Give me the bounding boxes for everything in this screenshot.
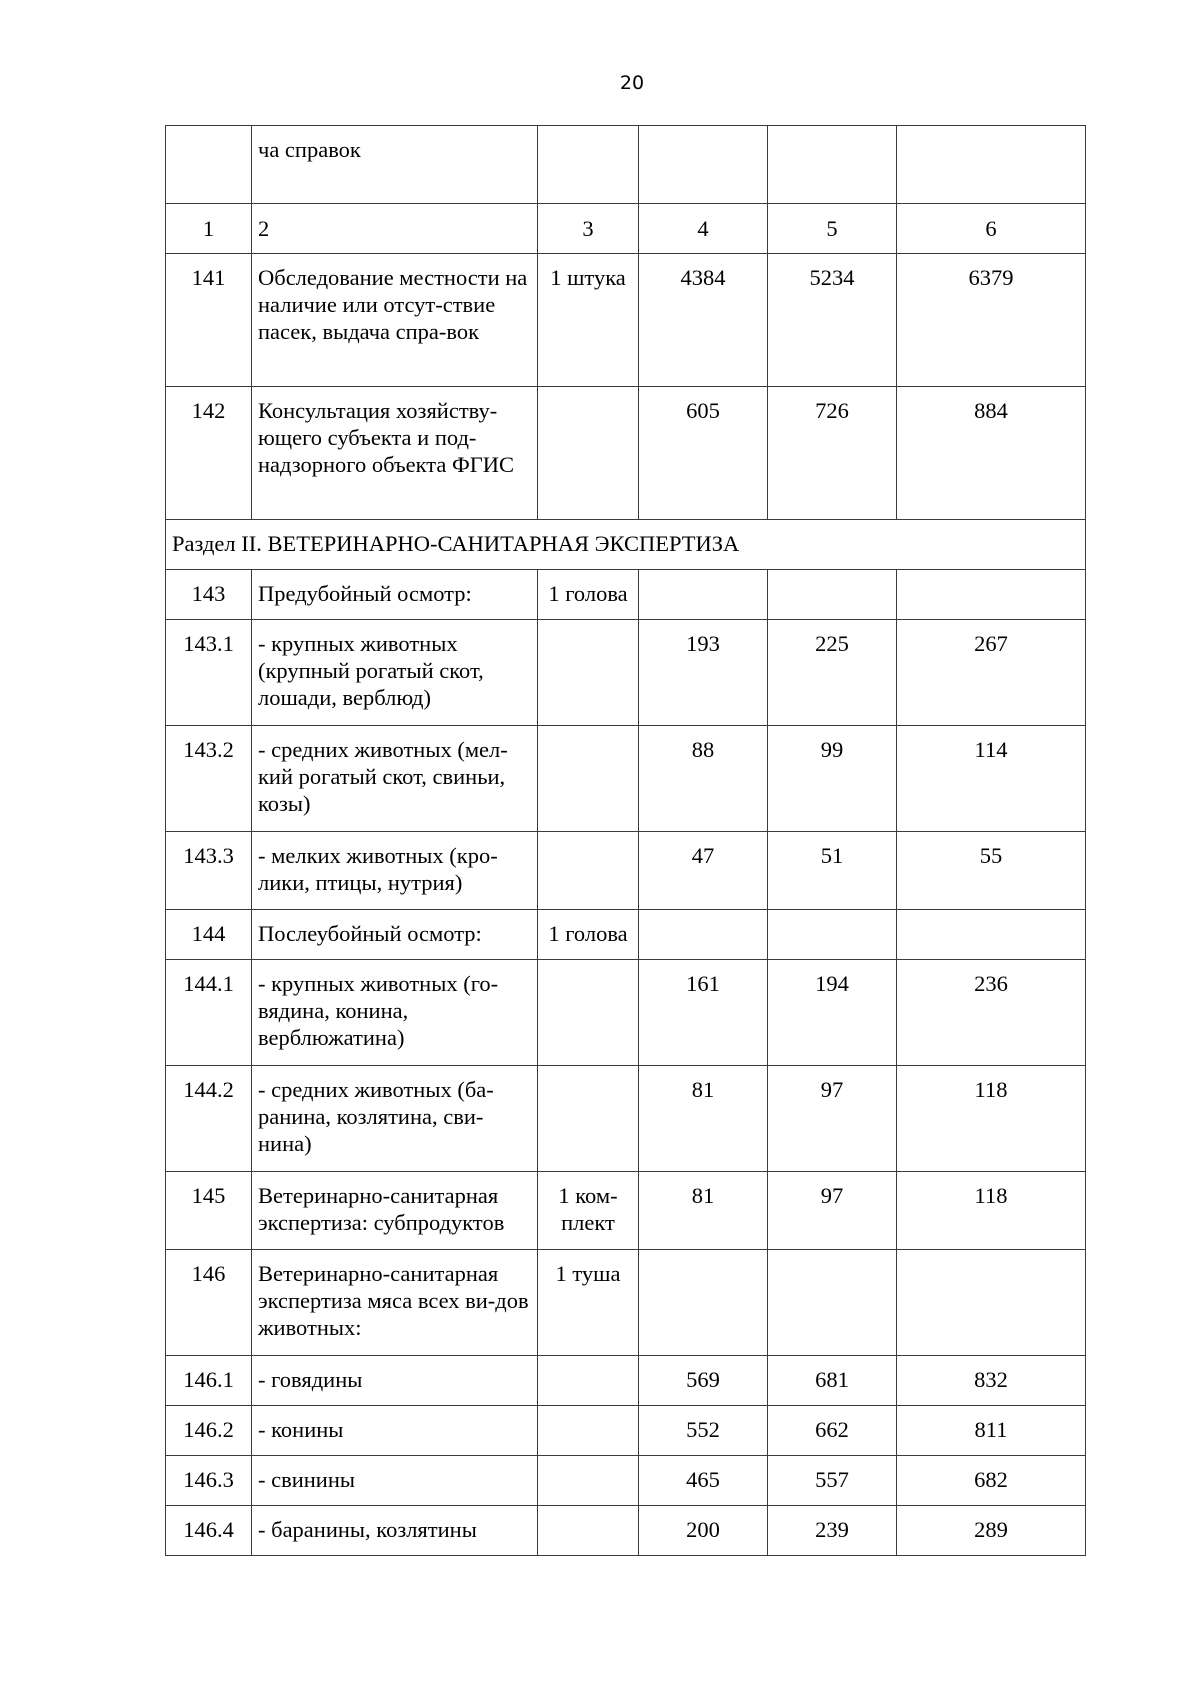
price-col5-cell: 51 [768, 832, 897, 910]
service-name-cell: - средних животных (ба-ранина, козлятина, сви-нина) [252, 1066, 538, 1172]
price-col5-cell [768, 910, 897, 960]
service-name-cell: Обследование местности на наличие или отсут-ствие пасек, выдача спра-вок [252, 254, 538, 387]
table-row [166, 126, 1086, 204]
price-col5-cell: 239 [768, 1506, 897, 1556]
row-number-cell: 141 [166, 254, 252, 387]
section-title: Раздел II. ВЕТЕРИНАРНО-САНИТАРНАЯ ЭКСПЕРТИЗА [166, 520, 1086, 570]
service-name-cell: - средних животных (мел-кий рогатый скот, свиньи, козы) [252, 726, 538, 832]
price-col4-cell: 552 [639, 1406, 768, 1456]
price-col6-cell: 118 [897, 1066, 1086, 1172]
price-col5-cell [768, 570, 897, 620]
unit-cell [538, 832, 639, 910]
price-col4-cell: 4 [639, 204, 768, 254]
price-col5-cell: 726 [768, 387, 897, 520]
row-number-cell: 146.4 [166, 1506, 252, 1556]
table-row [166, 1406, 1086, 1456]
price-col5-cell [768, 1250, 897, 1356]
table-row [166, 1172, 1086, 1250]
table-row [166, 910, 1086, 960]
price-col5-cell: 662 [768, 1406, 897, 1456]
price-col6-cell [897, 570, 1086, 620]
price-col5-cell: 97 [768, 1172, 897, 1250]
unit-cell [538, 387, 639, 520]
table-row [166, 1356, 1086, 1406]
service-name-cell: - крупных животных (крупный рогатый скот, лошади, верблюд) [252, 620, 538, 726]
price-col4-cell: 605 [639, 387, 768, 520]
price-col4-cell: 81 [639, 1172, 768, 1250]
row-number-cell: 145 [166, 1172, 252, 1250]
price-col5-cell: 557 [768, 1456, 897, 1506]
price-col6-cell: 884 [897, 387, 1086, 520]
price-col5-cell: 97 [768, 1066, 897, 1172]
service-name-cell: Консультация хозяйству-ющего субъекта и под-надзорного объекта ФГИС [252, 387, 538, 520]
row-number-cell: 143.1 [166, 620, 252, 726]
service-name-cell: - конины [252, 1406, 538, 1456]
price-col6-cell: 55 [897, 832, 1086, 910]
row-number-cell: 143.2 [166, 726, 252, 832]
table-row [166, 570, 1086, 620]
price-col5-cell: 194 [768, 960, 897, 1066]
table-row [166, 726, 1086, 832]
price-col4-cell: 465 [639, 1456, 768, 1506]
price-col4-cell: 81 [639, 1066, 768, 1172]
unit-cell: 1 голова [538, 570, 639, 620]
price-col5-cell: 99 [768, 726, 897, 832]
table-row [166, 204, 1086, 254]
tariff-table [165, 125, 1086, 1556]
price-col6-cell [897, 126, 1086, 204]
price-col4-cell [639, 570, 768, 620]
table-row [166, 1506, 1086, 1556]
price-col6-cell: 832 [897, 1356, 1086, 1406]
unit-cell [538, 1356, 639, 1406]
price-col6-cell: 6379 [897, 254, 1086, 387]
table-row [166, 620, 1086, 726]
row-number-cell: 144.2 [166, 1066, 252, 1172]
price-col6-cell: 6 [897, 204, 1086, 254]
price-col5-cell: 681 [768, 1356, 897, 1406]
service-name-cell: Послеубойный осмотр: [252, 910, 538, 960]
service-name-cell: - свинины [252, 1456, 538, 1506]
row-number-cell [166, 126, 252, 204]
table-row [166, 387, 1086, 520]
price-col6-cell [897, 1250, 1086, 1356]
page-number: 20 [619, 72, 645, 94]
table-row [166, 1250, 1086, 1356]
price-col4-cell: 4384 [639, 254, 768, 387]
price-col4-cell [639, 910, 768, 960]
price-col5-cell: 5 [768, 204, 897, 254]
service-name-cell: 2 [252, 204, 538, 254]
service-name-cell: Предубойный осмотр: [252, 570, 538, 620]
price-col6-cell: 267 [897, 620, 1086, 726]
table-row [166, 254, 1086, 387]
price-col4-cell: 200 [639, 1506, 768, 1556]
unit-cell [538, 726, 639, 832]
price-col5-cell: 225 [768, 620, 897, 726]
table-row [166, 1456, 1086, 1506]
unit-cell [538, 960, 639, 1066]
price-col4-cell [639, 1250, 768, 1356]
price-col6-cell: 289 [897, 1506, 1086, 1556]
service-name-cell: - баранины, козлятины [252, 1506, 538, 1556]
service-name-cell: - мелких животных (кро-лики, птицы, нутрия) [252, 832, 538, 910]
service-name-cell: - говядины [252, 1356, 538, 1406]
unit-cell [538, 620, 639, 726]
price-col6-cell: 236 [897, 960, 1086, 1066]
unit-cell: 3 [538, 204, 639, 254]
service-name-cell: ча справок [252, 126, 538, 204]
row-number-cell: 144.1 [166, 960, 252, 1066]
unit-cell: 1 голова [538, 910, 639, 960]
price-col5-cell [768, 126, 897, 204]
row-number-cell: 146.2 [166, 1406, 252, 1456]
row-number-cell: 1 [166, 204, 252, 254]
price-col4-cell: 88 [639, 726, 768, 832]
unit-cell: 1 штука [538, 254, 639, 387]
row-number-cell: 144 [166, 910, 252, 960]
row-number-cell: 142 [166, 387, 252, 520]
table-row [166, 960, 1086, 1066]
price-col6-cell: 811 [897, 1406, 1086, 1456]
unit-cell [538, 1456, 639, 1506]
unit-cell [538, 1506, 639, 1556]
price-col5-cell: 5234 [768, 254, 897, 387]
row-number-cell: 146.3 [166, 1456, 252, 1506]
row-number-cell: 146 [166, 1250, 252, 1356]
price-col4-cell: 569 [639, 1356, 768, 1406]
table-row [166, 1066, 1086, 1172]
service-name-cell: - крупных животных (го-вядина, конина, верблюжатина) [252, 960, 538, 1066]
unit-cell: 1 ком-плект [538, 1172, 639, 1250]
unit-cell: 1 туша [538, 1250, 639, 1356]
price-col6-cell: 682 [897, 1456, 1086, 1506]
price-col4-cell: 47 [639, 832, 768, 910]
table-row [166, 832, 1086, 910]
unit-cell [538, 1406, 639, 1456]
service-name-cell: Ветеринарно-санитарная экспертиза: субпродуктов [252, 1172, 538, 1250]
row-number-cell: 143.3 [166, 832, 252, 910]
price-col4-cell: 193 [639, 620, 768, 726]
price-col6-cell [897, 910, 1086, 960]
row-number-cell: 146.1 [166, 1356, 252, 1406]
row-number-cell: 143 [166, 570, 252, 620]
unit-cell [538, 126, 639, 204]
unit-cell [538, 1066, 639, 1172]
price-col4-cell: 161 [639, 960, 768, 1066]
service-name-cell: Ветеринарно-санитарная экспертиза мяса всех ви-дов животных: [252, 1250, 538, 1356]
price-col6-cell: 114 [897, 726, 1086, 832]
price-col6-cell: 118 [897, 1172, 1086, 1250]
price-col4-cell [639, 126, 768, 204]
section-header-row [166, 520, 1086, 570]
